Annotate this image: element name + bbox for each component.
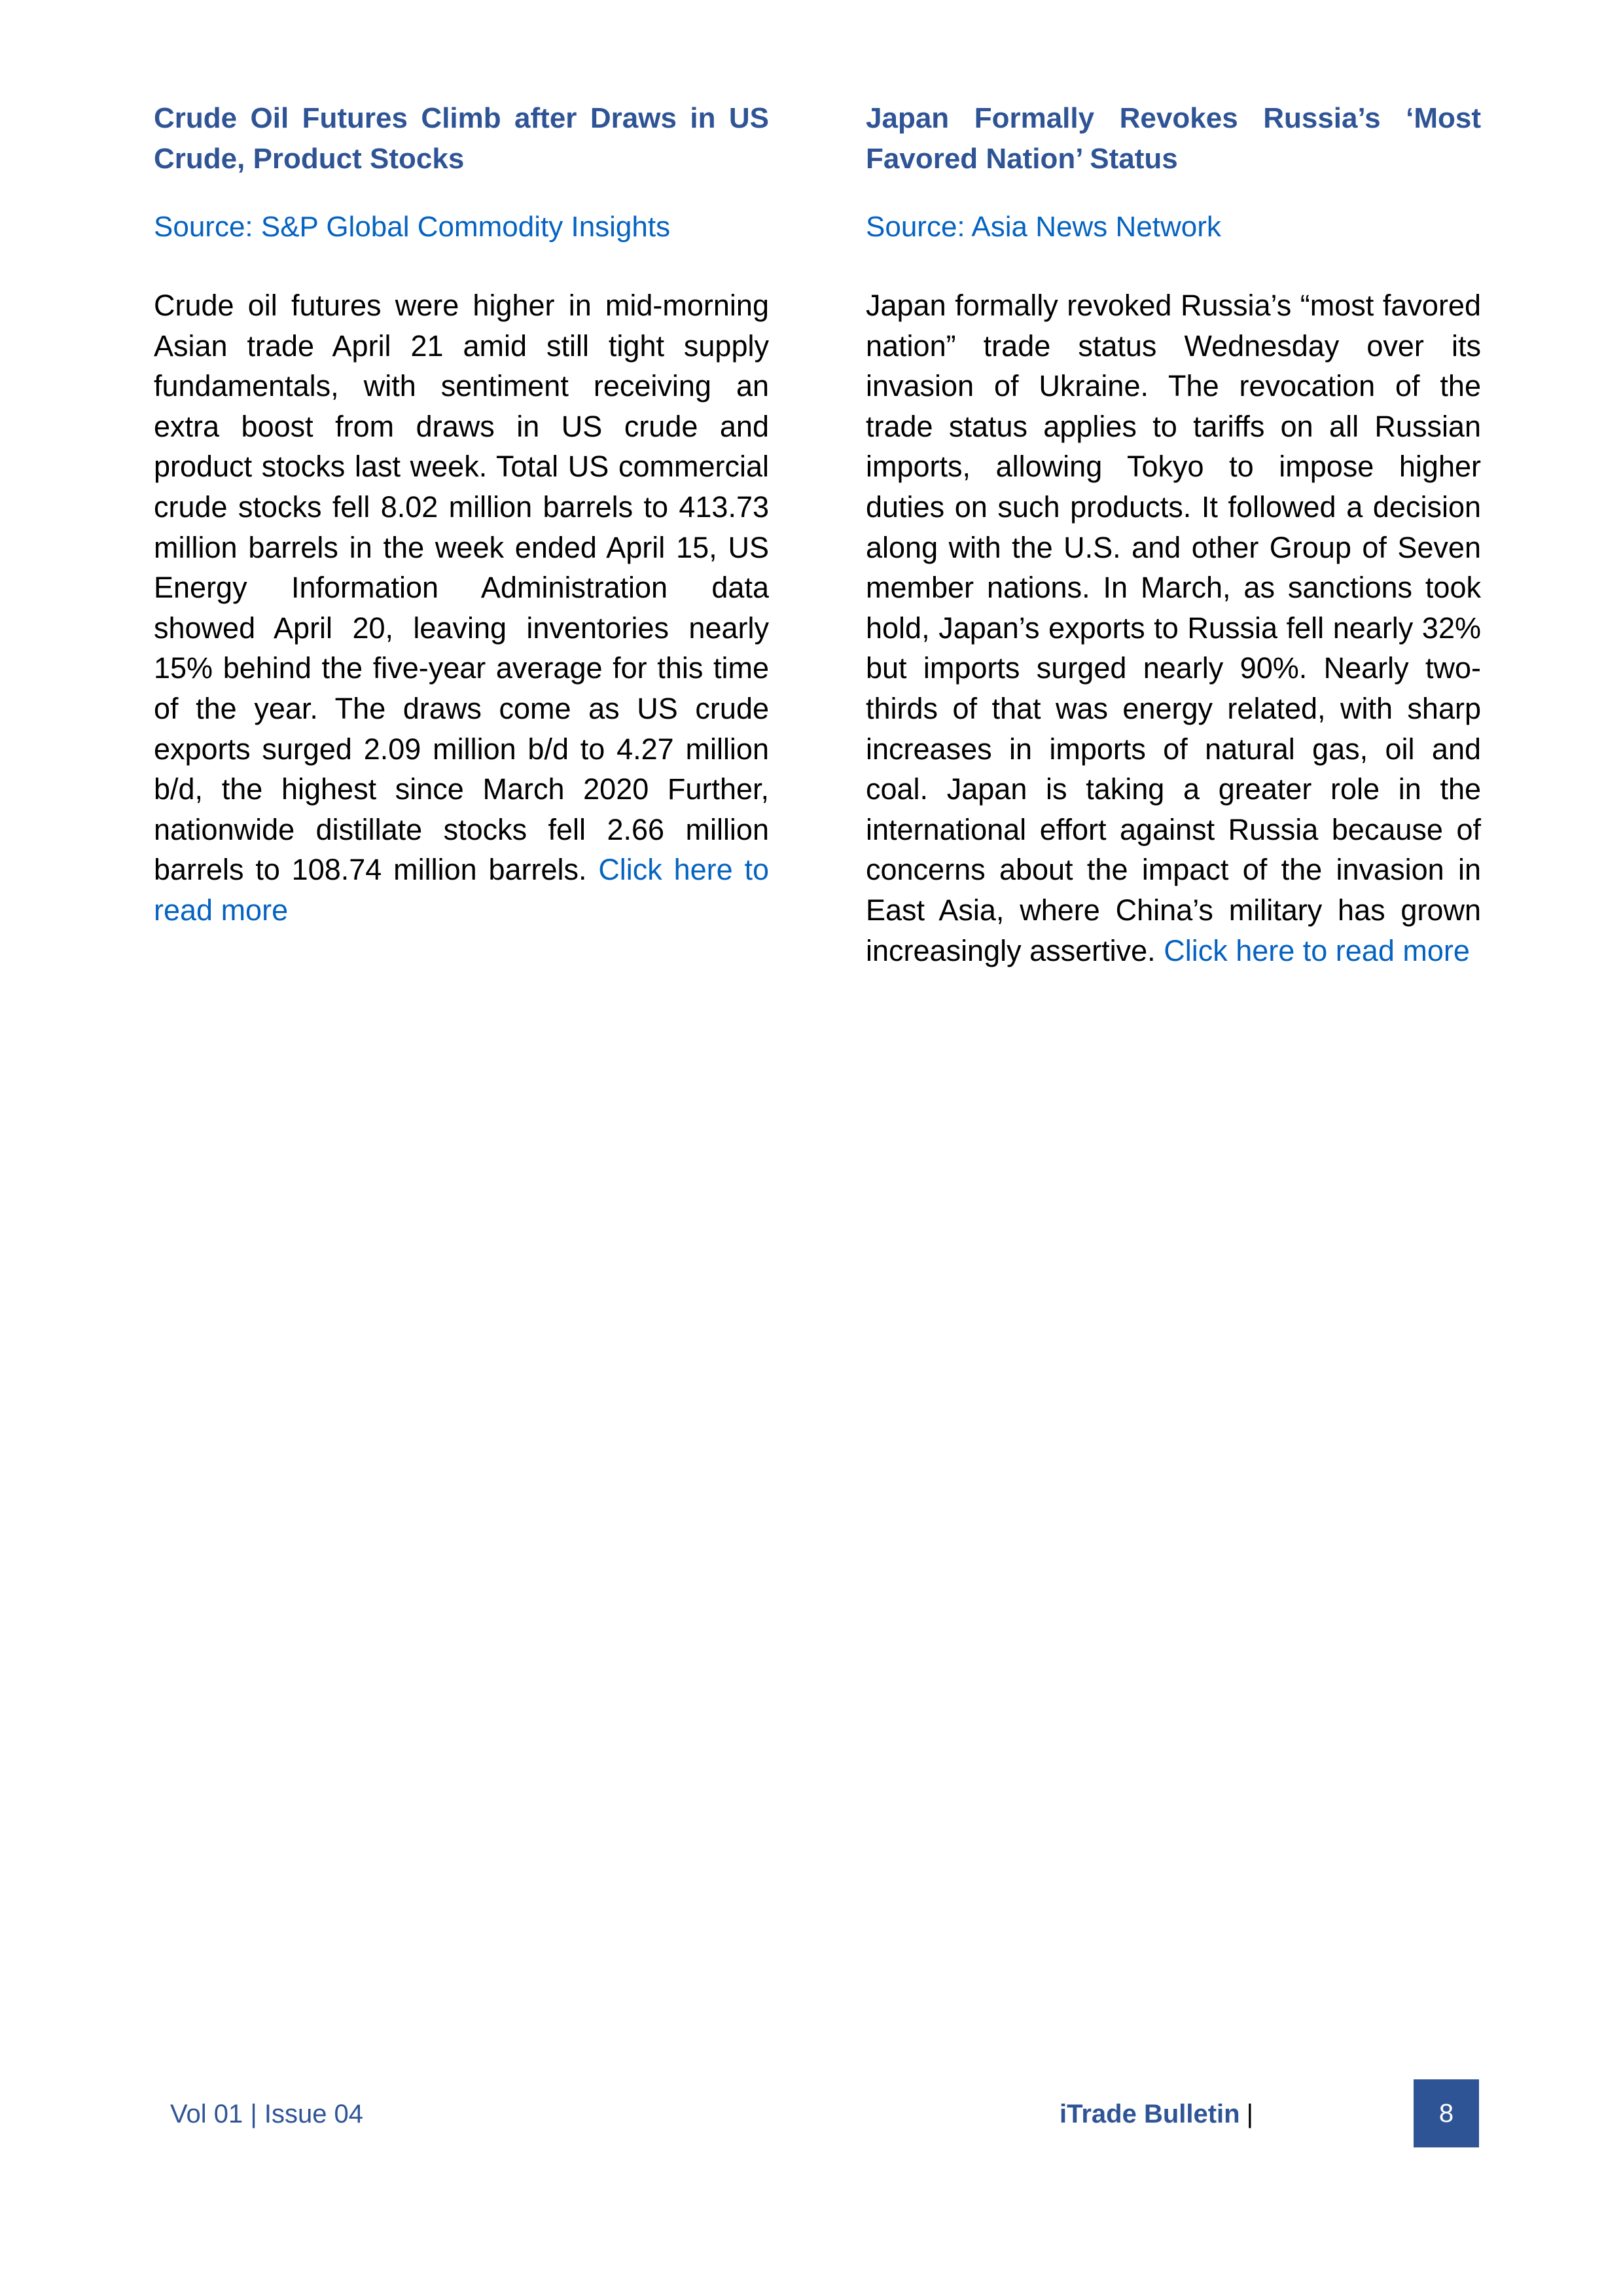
article-source: Source: Asia News Network (866, 211, 1221, 243)
article-source: Source: S&P Global Commodity Insights (154, 211, 671, 243)
article-body-text: Crude oil futures were higher in mid-morning Asian trade April 21 amid still tight supply fundamentals, with sentiment receiving an extra boost from draws in US crude and product stocks last week. Total US commercial crude stocks fell 8.02 million barrels to 413.73 million barrels in the week ended April 15, US Energy Information Administration data showed April 20, leaving inventories nearly 15% behind the five-year average for this time of the year. The draws come as US crude exports surged 2.09 million b/d to 4.27 million b/d, the highest since March 2020 Further, nationwide distillate stocks fell 2.66 million barrels to 108.74 million barrels. (154, 289, 769, 887)
article-japan-mfn (866, 98, 1481, 971)
read-more-link[interactable]: Click here to read more (1164, 933, 1470, 967)
footer-brand (1060, 2098, 1253, 2130)
article-body (154, 285, 769, 931)
article-headline: Japan Formally Revokes Russia’s ‘Most Favored Nation’ Status (866, 102, 1481, 175)
article-headline: Crude Oil Futures Climb after Draws in US Crude, Product Stocks (154, 102, 769, 175)
footer-brand-name: iTrade Bulletin (1060, 2100, 1240, 2128)
footer-separator: | (1246, 2100, 1253, 2128)
article-crude-oil (154, 98, 769, 931)
read-more-link[interactable]: Click here to read more (154, 853, 769, 927)
article-body (866, 285, 1481, 971)
article-body-text: Japan formally revoked Russia’s “most favored nation” trade status Wednesday over its invasion of Ukraine. The revocation of the trade status applies to tariffs on all Russian imports, allowing Tokyo to impose higher duties on such products. It followed a decision along with the U.S. and other Group of Seven member nations. In March, as sanctions took hold, Japan’s exports to Russia fell nearly 32% but imports surged nearly 90%. Nearly two-thirds of that was energy related, with sharp increases in imports of natural gas, oil and coal. Japan is taking a greater role in the international effort against Russia because of concerns about the impact of the invasion in East Asia, where China’s military has grown increasingly assertive. (866, 289, 1481, 967)
footer-volume-issue: Vol 01 | Issue 04 (170, 2100, 364, 2128)
page-number: 8 (1438, 2098, 1454, 2128)
page-number-badge (1414, 2079, 1479, 2147)
